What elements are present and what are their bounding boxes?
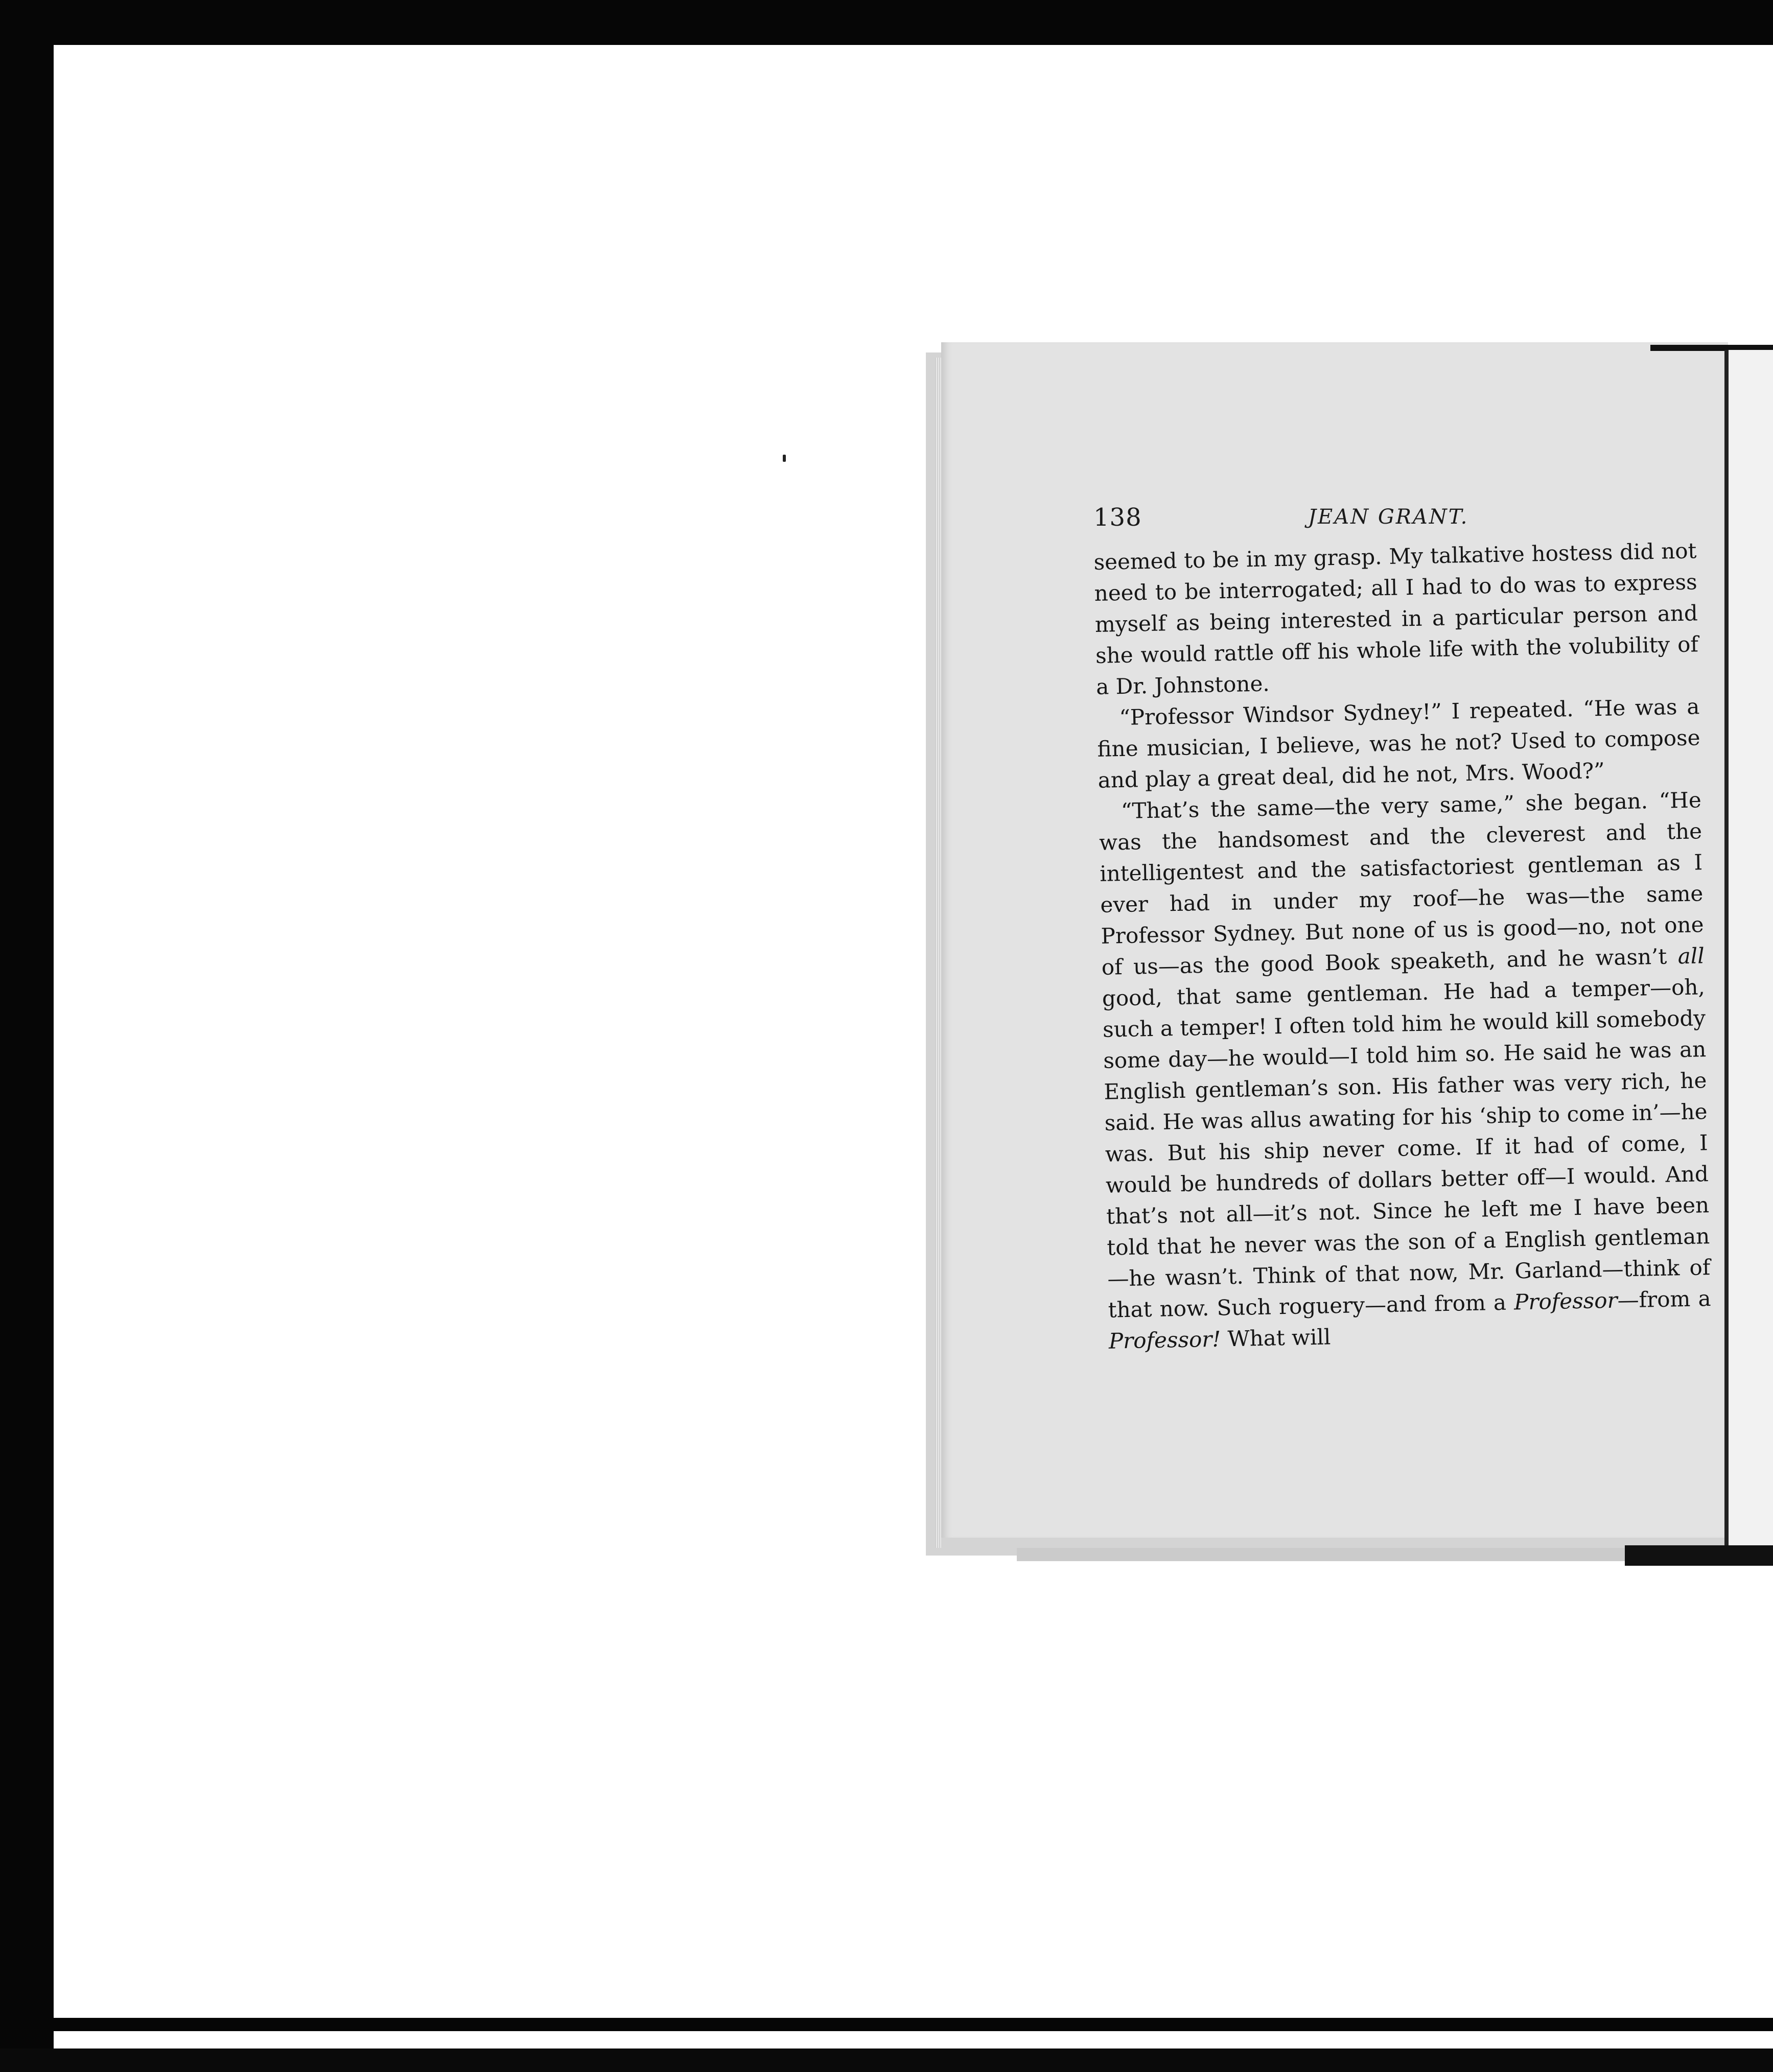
paragraph-3 bbox=[1098, 784, 1712, 1356]
book-page-edges bbox=[935, 358, 941, 1548]
paragraph-2: “Professor Windsor Sydney!” I repeated. “He was a fine musician, I believe, was he not? Used to compose and play a great deal, did he not, Mrs. Wood?” bbox=[1097, 694, 1700, 793]
paragraph-3-part-4: What will bbox=[1220, 1324, 1331, 1352]
emphasis-professor-1: Professor bbox=[1513, 1287, 1618, 1315]
scan-border-bottom bbox=[0, 2018, 1773, 2031]
paragraph-3-part-3: —from a bbox=[1617, 1286, 1711, 1313]
emphasis-all: all bbox=[1677, 943, 1705, 969]
scan-border-left bbox=[0, 0, 54, 2072]
running-head bbox=[1093, 503, 1696, 534]
paragraph-3-part-2: good, that same gentleman. He had a temper—oh, such a temper! I often told him he would kill somebody some day—he would—I told him so. He said he was an English gentleman’s son. His father was very rich, he said. He was allus awating for his ‘ship to come in’—he was. But his ship never come. If it had of come, I would be hundreds of dollars better off—I would. And that’s not all—it’s not. Since he left me I have been told that he never was the son of a English gentleman—he wasn’t. Think of that now, Mr. Garland—think of that now. Such roguery—and from a bbox=[1102, 974, 1711, 1323]
page-number: 138 bbox=[1093, 503, 1142, 532]
paragraph-3-part-1: “That’s the same—the very same,” she began. “He was the handsomest and the cleverest and the intelligentest and the satisfactoriest gentleman as I ever had in under my roof—he was—the same Professor Sydney. But none of us is good—no, not one of us—as the good Book speaketh, and he wasn’t bbox=[1099, 787, 1704, 980]
book-cover-right bbox=[1724, 350, 1773, 1545]
book-cover-bottom bbox=[1625, 1545, 1773, 1566]
body-text bbox=[1093, 535, 1712, 1356]
emphasis-professor-2: Professor! bbox=[1108, 1326, 1221, 1354]
dust-speck bbox=[783, 455, 786, 462]
running-head-title: JEAN GRANT. bbox=[1308, 505, 1469, 529]
paragraph-1: seemed to be in my grasp. My talkative hostess did not need to be interrogated; all I had to do was to express myself as being interested in a particular person and she would rattle off his whole life with the volubility of a Dr. Johnstone. bbox=[1093, 538, 1699, 699]
scan-border-bottom-lower bbox=[0, 2049, 1773, 2072]
book-page-foot bbox=[1017, 1548, 1722, 1561]
scan-border-top bbox=[0, 0, 1773, 45]
